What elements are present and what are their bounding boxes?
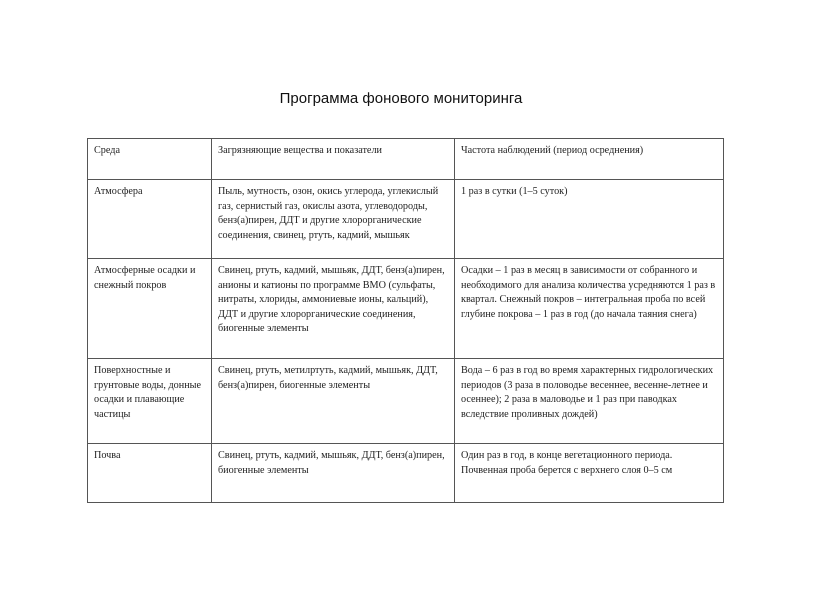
table-row <box>88 444 724 503</box>
cell-frequency: 1 раз в сутки (1–5 суток) <box>455 180 724 259</box>
header-medium: Среда <box>88 139 212 180</box>
cell-pollutants: Свинец, ртуть, метилртуть, кадмий, мышьяк, ДДТ, бенз(а)пирен, биогенные элементы <box>212 359 455 444</box>
header-pollutants: Загрязняющие вещества и показатели <box>212 139 455 180</box>
cell-frequency: Вода – 6 раз в год во время характерных гидрологических периодов (3 раза в половодье весеннее, весенне-летнее и осеннее); 2 раза в маловодье и 1 раз при паводках вследствие проливных дождей) <box>455 359 724 444</box>
cell-pollutants: Свинец, ртуть, кадмий, мышьяк, ДДТ, бенз(а)пирен, анионы и катионы по программе ВМО (сульфаты, нитраты, хлориды, аммониевые ионы, кальций), ДДТ и другие хлорорганические соединения, биогенные элементы <box>212 259 455 359</box>
table-row <box>88 359 724 444</box>
cell-medium: Атмосфера <box>88 180 212 259</box>
cell-pollutants: Пыль, мутность, озон, окись углерода, углекислый газ, сернистый газ, окислы азота, углеводороды, бенз(а)пирен, ДДТ и другие хлорорганические соединения, свинец, ртуть, кадмий, мышьяк <box>212 180 455 259</box>
table-row <box>88 180 724 259</box>
cell-pollutants: Свинец, ртуть, кадмий, мышьяк, ДДТ, бенз(а)пирен, биогенные элементы <box>212 444 455 503</box>
cell-medium: Атмосферные осадки и снежный покров <box>88 259 212 359</box>
header-frequency: Частота наблюдений (период осреднения) <box>455 139 724 180</box>
cell-medium: Почва <box>88 444 212 503</box>
cell-frequency: Осадки – 1 раз в месяц в зависимости от собранного и необходимого для анализа количества усредняются 1 раз в квартал. Снежный покров – интегральная проба по всей глубине покрова – 1 раз в год (до начала таяния снега) <box>455 259 724 359</box>
page-title: Программа фонового мониторинга <box>279 90 523 107</box>
table-header-row <box>88 139 724 180</box>
cell-frequency: Один раз в год, в конце вегетационного периода. Почвенная проба берется с верхнего слоя 0–5 см <box>455 444 724 503</box>
cell-medium: Поверхностные и грунтовые воды, донные осадки и плавающие частицы <box>88 359 212 444</box>
table-row <box>88 259 724 359</box>
monitoring-program-table <box>87 138 724 503</box>
